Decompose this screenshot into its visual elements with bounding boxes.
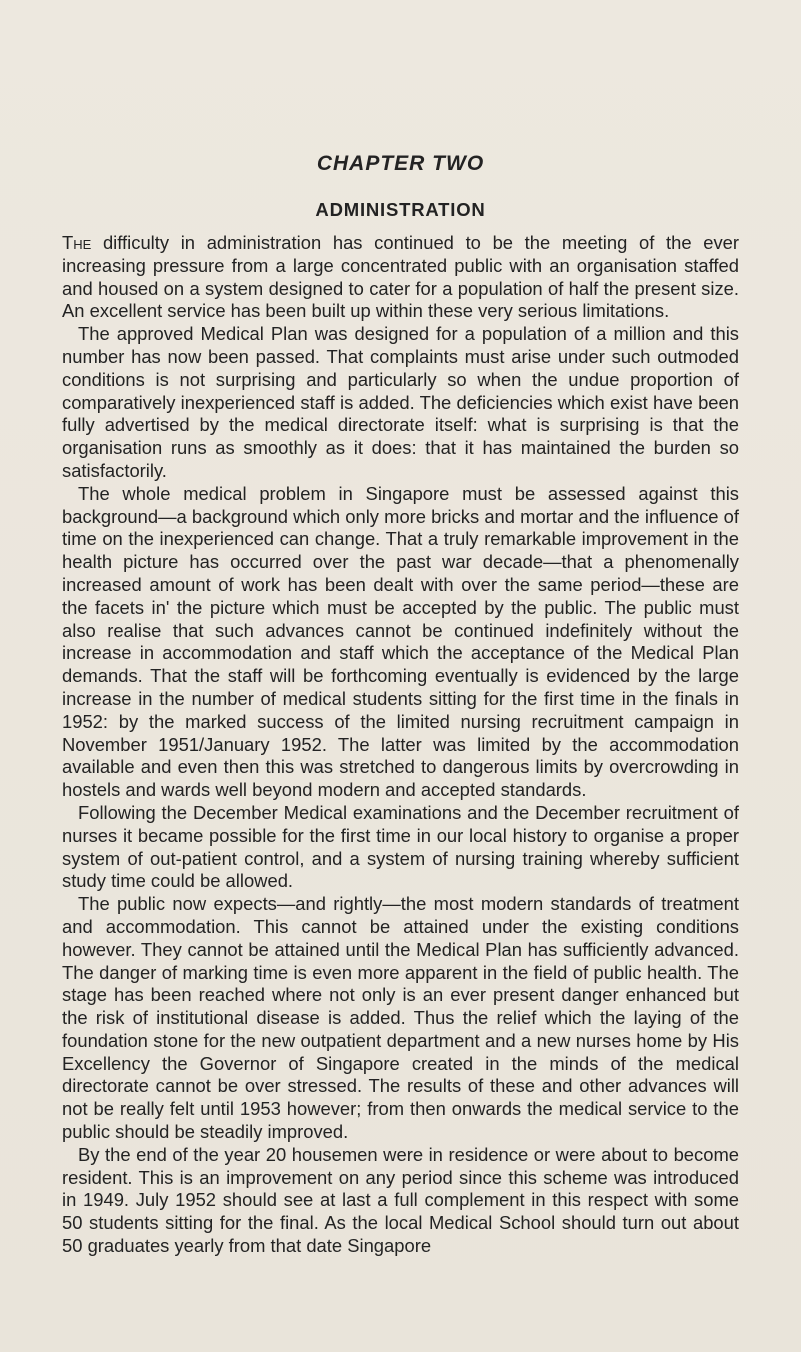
paragraph-6: By the end of the year 20 housemen were in residence or were about to become resident. This is an improvement on any period since this scheme was introduced in 1949. July 1952 should see at last a full complement in this respect with some 50 students sitting for the final. As the local Medical School should turn out about 50 graduates yearly from that date Singapore — [62, 1143, 739, 1257]
body-text — [62, 232, 739, 1258]
paragraph-5: The public now expects—and rightly—the most modern standards of treatment and accommodation. This cannot be attained under the existing conditions however. They cannot be attained until the Medical Plan has sufficiently advanced. The danger of marking time is even more apparent in the field of public health. The stage has been reached where not only is an ever present danger enhanced but the risk of institutional disease is added. Thus the relief which the laying of the foundation stone for the new outpatient department and a new nurses home by His Excellency the Governor of Singapore created in the minds of the medical directorate cannot be over stressed. The results of these and other advances will not be really felt until 1953 however; from then onwards the medical service to the public should be steadily improved. — [62, 893, 739, 1143]
paragraph-4: Following the December Medical examinations and the December recruitment of nurses it became possible for the first time in our local history to organise a proper system of out-patient control, and a system of nursing training whereby sufficient study time could be allowed. — [62, 801, 739, 892]
paragraph-lead-word: The — [62, 232, 92, 253]
paragraph-text: difficulty in administration has continued to be the meeting of the ever increasing pressure from a large concentrated public with an organisation staffed and housed on a system designed to cater for a population of half the present size. An excellent service has been built up within these very serious limitations. — [62, 232, 739, 322]
paragraph-1 — [62, 232, 739, 323]
paragraph-3: The whole medical problem in Singapore must be assessed against this background—a background which only more bricks and mortar and the influence of time on the inexperienced can change. That a truly remarkable improvement in the health picture has occurred over the past war decade—that a phenomenally increased amount of work has been dealt with over the same period—these are the facets in' the picture which must be accepted by the public. The public must also realise that such advances cannot be continued indefinitely without the increase in accommodation and staff which the acceptance of the Medical Plan demands. That the staff will be forthcoming eventually is evidenced by the large increase in the number of medical students sitting for the first time in the finals in 1952: by the marked success of the limited nursing recruitment campaign in November 1951/January 1952. The latter was limited by the accommodation available and even then this was stretched to dangerous limits by overcrowding in hostels and wards well beyond modern and accepted standards. — [62, 482, 739, 801]
section-title: ADMINISTRATION — [315, 199, 486, 220]
paragraph-2: The approved Medical Plan was designed for a population of a million and this number has now been passed. That complaints must arise under such outmoded conditions is not surprising and particularly so when the undue proportion of comparatively inexperienced staff is added. The deficiencies which exist have been fully advertised by the medical directorate itself: what is surprising is that the organisation runs as smoothly as it does: that it has maintained the burden so satisfactorily. — [62, 323, 739, 481]
chapter-title: CHAPTER TWO — [316, 152, 485, 175]
